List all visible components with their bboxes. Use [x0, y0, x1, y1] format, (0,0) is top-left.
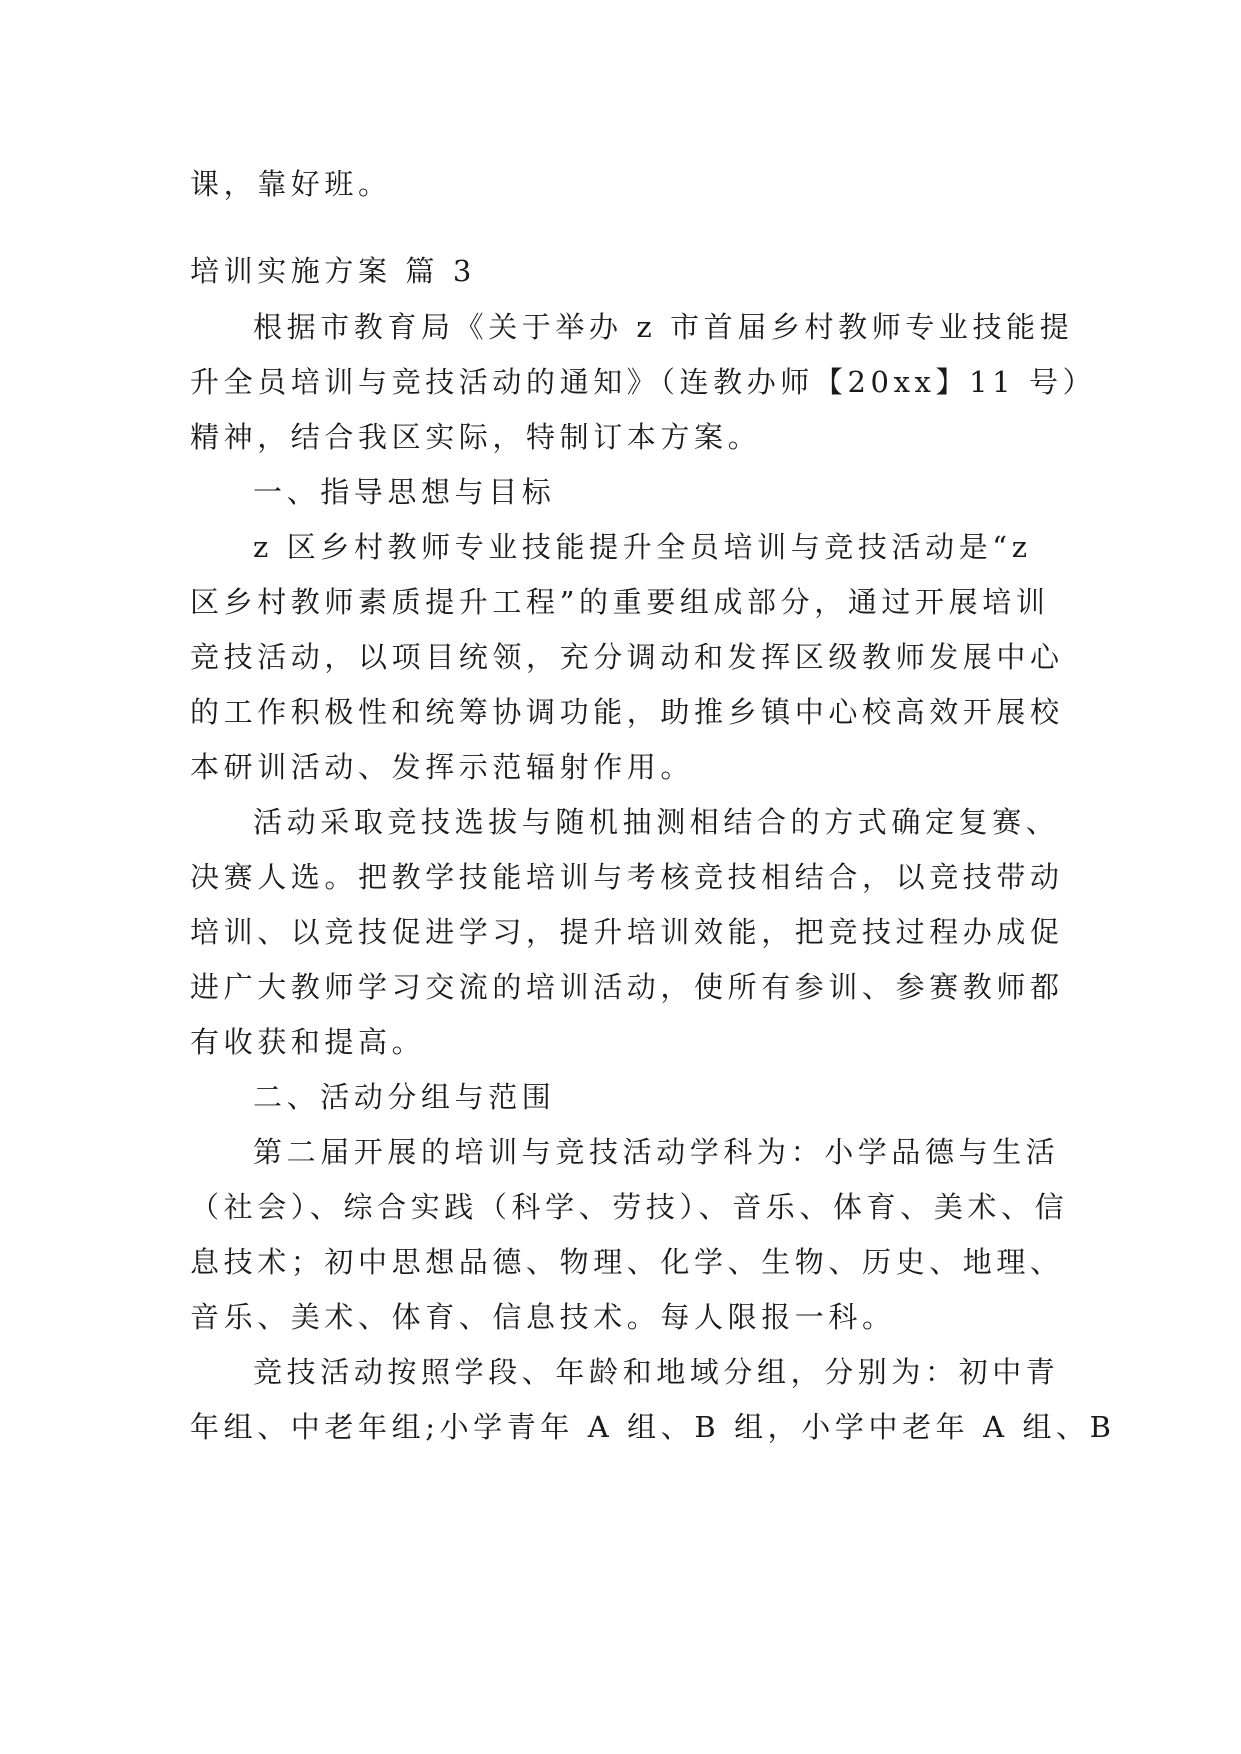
text-line: （社会）、综合实践（科学、劳技）、音乐、体育、美术、信 [190, 1190, 1069, 1224]
section-heading: 培训实施方案 篇 3 [190, 254, 476, 288]
text-line: 根据市教育局《关于举办 z 市首届乡村教师专业技能提 [253, 310, 1074, 344]
subheading: 一、指导思想与目标 [253, 475, 556, 509]
text-line: 培训、以竞技促进学习，提升培训效能，把竞技过程办成促 [190, 915, 1064, 949]
text-line: 第二届开展的培训与竞技活动学科为：小学品德与生活 [253, 1135, 1060, 1169]
text-line: 的工作积极性和统筹协调功能，助推乡镇中心校高效开展校 [190, 695, 1064, 729]
text-line: 音乐、美术、体育、信息技术。每人限报一科。 [190, 1300, 896, 1334]
text-line: 有收获和提高。 [190, 1025, 426, 1059]
text-line: 竞技活动，以项目统领，充分调动和发挥区级教师发展中心 [190, 640, 1064, 674]
text-line: 精神，结合我区实际，特制订本方案。 [190, 420, 762, 454]
text-line: 息技术；初中思想品德、物理、化学、生物、历史、地理、 [190, 1245, 1064, 1279]
text-line: 进广大教师学习交流的培训活动，使所有参训、参赛教师都 [190, 970, 1064, 1004]
text-line: z 区乡村教师专业技能提升全员培训与竞技活动是“z [253, 530, 1032, 564]
text-line: 年组、中老年组;小学青年 A 组、B 组，小学中老年 A 组、B [190, 1410, 1116, 1444]
text-line: 竞技活动按照学段、年龄和地域分组，分别为：初中青 [253, 1355, 1060, 1389]
text-line: 决赛人选。把教学技能培训与考核竞技相结合，以竞技带动 [190, 860, 1064, 894]
subheading: 二、活动分组与范围 [253, 1080, 556, 1114]
text-line: 活动采取竞技选拔与随机抽测相结合的方式确定复赛、 [253, 805, 1060, 839]
text-line: 课，靠好班。 [190, 167, 392, 201]
text-line: 区乡村教师素质提升工程”的重要组成部分，通过开展培训 [190, 585, 1050, 619]
text-line: 本研训活动、发挥示范辐射作用。 [190, 750, 695, 784]
text-line: 升全员培训与竞技活动的通知》（连教办师【20xx】11 号） [190, 365, 1097, 399]
